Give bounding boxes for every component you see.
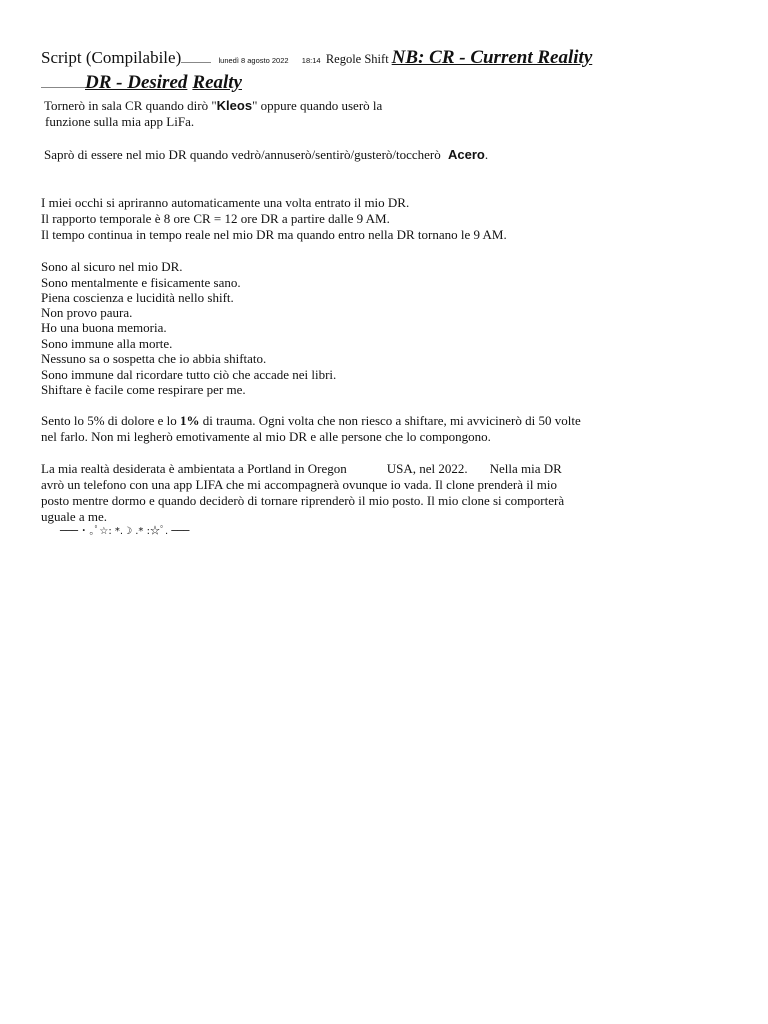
decorative-divider: ─── ･ ｡ﾟ☆: *.☽ .* :☆ﾟ. ─── (60, 526, 190, 537)
reality-line-3: posto mentre dormo e quando deciderò di tornare riprenderò il mio posto. Il mio clone si comporterà (41, 493, 565, 508)
header-line-2 (41, 72, 242, 97)
time-line: Il rapporto temporale è 8 ore CR = 12 ore DR a partire dalle 9 AM. (41, 211, 390, 226)
keyword-acero: Acero (448, 147, 485, 162)
pain-line-1 (41, 413, 581, 428)
reality-text: La mia realtà desiderata è ambientata a Portland in Oregon (41, 461, 347, 476)
reality-text: Nella mia DR (489, 461, 562, 476)
header-time: 18:14 (301, 56, 321, 65)
intro-line-2: funzione sulla mia app LiFa. (45, 114, 195, 129)
affirmation: Ho una buona memoria. (41, 320, 167, 335)
intro-text: " oppure quando userò la (252, 98, 383, 113)
reality-line-4: uguale a me. (41, 509, 108, 524)
affirmation: Nessuno sa o sospetta che io abbia shiftato. (41, 351, 267, 366)
affirmation: Sono al sicuro nel mio DR. (41, 259, 183, 274)
nb-title: NB: CR - Current Reality (391, 47, 593, 68)
dr-title-realty: Realty (192, 72, 242, 93)
pain-text: di trauma. Ogni volta che non riesco a shiftare, mi avvicinerò di 50 volte (199, 413, 581, 428)
intro-text: Saprò di essere nel mio DR quando vedrò/annuserò/sentirò/gusterò/toccherò (44, 147, 441, 162)
reality-text: USA, nel 2022. (386, 461, 468, 476)
header-line (41, 47, 593, 74)
intro-text: . (484, 147, 489, 162)
affirmation: Piena coscienza e lucidità nello shift. (41, 290, 234, 305)
reality-line-2: avrò un telefono con una app LIFA che mi accompagnerà ovunque io vada. Il clone prenderà il mio (41, 477, 557, 492)
pain-text: Sento lo 5% di dolore e lo (41, 413, 181, 428)
script-title: Script (Compilabile) (41, 48, 182, 67)
affirmation: Shiftare è facile come respirare per me. (41, 382, 246, 397)
intro-text: Tornerò in sala CR quando dirò " (44, 98, 217, 113)
pain-line-2: nel farlo. Non mi legherò emotivamente al mio DR e alle persone che lo compongono. (41, 429, 491, 444)
affirmation: Sono mentalmente e fisicamente sano. (41, 275, 241, 290)
time-line: Il tempo continua in tempo reale nel mio DR ma quando entro nella DR tornano le 9 AM. (41, 227, 507, 242)
header-date: lunedì 8 agosto 2022 (218, 56, 289, 65)
underline-rule (41, 86, 85, 88)
intro-line-3 (44, 147, 488, 162)
dr-title: DR - Desired (85, 72, 188, 93)
reality-line-1 (41, 461, 562, 476)
regole-shift-label: Regole Shift (325, 52, 389, 66)
keyword-kleos: Kleos (216, 98, 253, 113)
trauma-percent: 1% (180, 413, 200, 428)
intro-line-1 (44, 98, 382, 113)
time-line: I miei occhi si apriranno automaticamente una volta entrato il mio DR. (41, 195, 410, 210)
underline-rule (181, 61, 211, 63)
affirmation: Sono immune dal ricordare tutto ciò che accade nei libri. (41, 367, 337, 382)
affirmation: Sono immune alla morte. (41, 336, 173, 351)
affirmation: Non provo paura. (41, 305, 133, 320)
